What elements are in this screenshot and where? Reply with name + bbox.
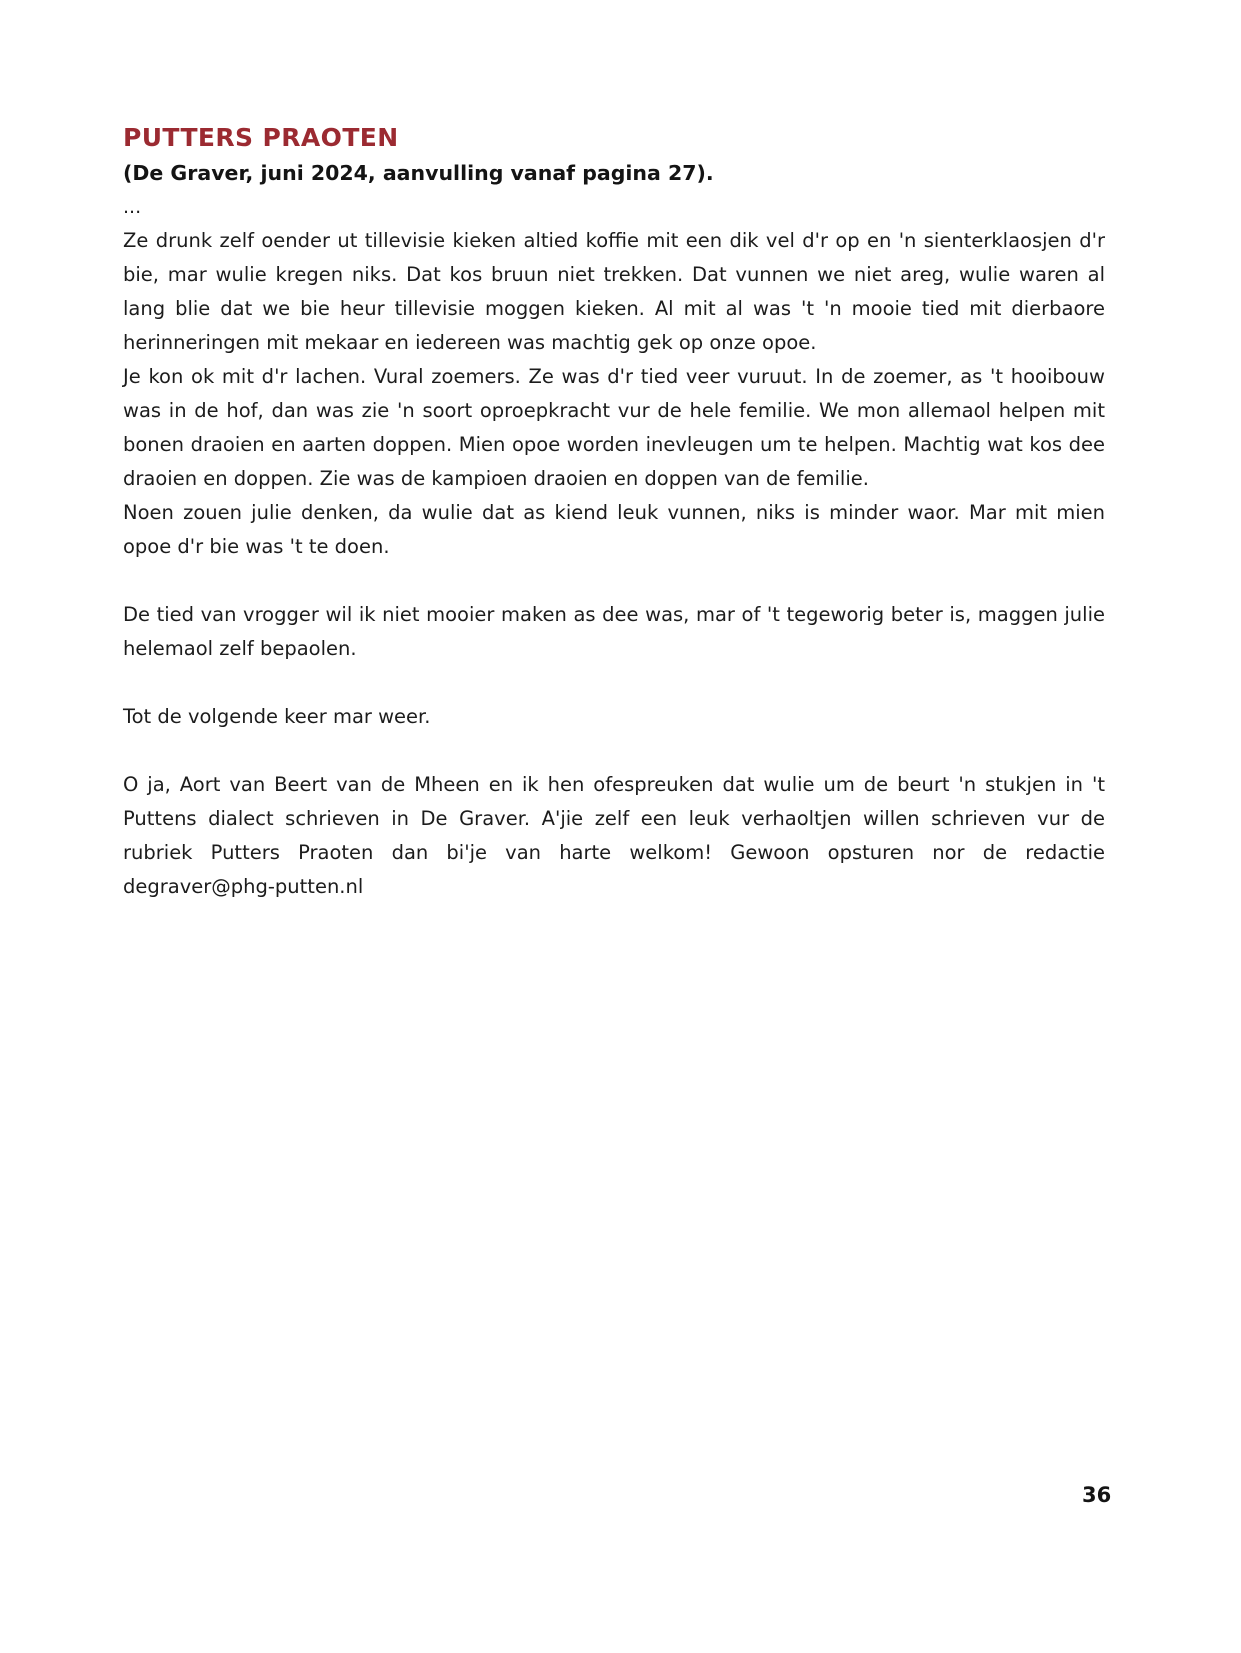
document-page [123,120,1105,904]
ellipsis: ... [123,196,142,218]
paragraph-3: Noen zouen julie denken, da wulie dat as kiend leuk vunnen, niks is minder waor. Mar mit mien opoe d'r bie was 't te doen. [123,501,1105,558]
page-number: 36 [1082,1483,1112,1507]
paragraph-5: Tot de volgende keer mar weer. [123,705,431,728]
paragraph-2: Je kon ok mit d'r lachen. Vural zoemers. Ze was d'r tied veer vuruut. In de zoemer, as 't hooibouw was in de hof, dan was zie 'n soort oproepkracht vur de hele femilie. We mon allemaol helpen mit bonen draoien en aarten doppen. Mien opoe worden inevleugen um te helpen. Machtig wat kos dee draoien en doppen. Zie was de kampioen draoien en doppen van de femilie. [123,365,1105,490]
paragraph-4: De tied van vrogger wil ik niet mooier maken as dee was, mar of 't tegeworig beter is, maggen julie helemaol zelf bepaolen. [123,603,1105,660]
article-title: PUTTERS PRAOTEN [123,123,399,152]
paragraph-6: O ja, Aort van Beert van de Mheen en ik hen ofespreuken dat wulie um de beurt 'n stukjen in 't Puttens dialect schrieven in De Graver. A'jie zelf een leuk verhaoltjen willen schrieven vur de rubriek Putters Praoten dan bi'je van harte welkom! Gewoon opsturen nor de redactie degraver@phg-putten.nl [123,773,1105,898]
paragraph-spacer [123,666,1105,700]
paragraph-1: Ze drunk zelf oender ut tillevisie kieken altied koffie mit een dik vel d'r op en 'n sienterklaosjen d'r bie, mar wulie kregen niks. Dat kos bruun niet trekken. Dat vunnen we niet areg, wulie waren al lang blie dat we bie heur tillevisie moggen kieken. Al mit al was 't 'n mooie tied mit dierbaore herinneringen mit mekaar en iedereen was machtig gek op onze opoe. [123,229,1105,354]
article-subtitle: (De Graver, juni 2024, aanvulling vanaf pagina 27). [123,161,714,185]
paragraph-spacer [123,564,1105,598]
paragraph-spacer [123,734,1105,768]
